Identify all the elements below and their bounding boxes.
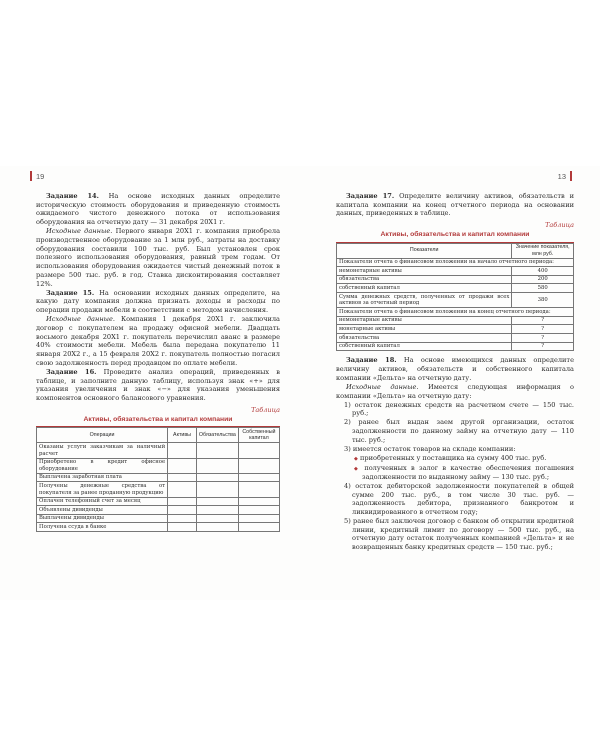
task15-data: Исходные данные. Компания 1 декабря 20X1 г. заключила договор с покупателем на продажу офисной мебели. Двадцать восьмого декабря 20X1 г. покупатель перечислил аванс в размере 40% стоимости мебели. Мебель была передана покупателю 11 января 20X2 г., а 15 февраля 20X2 г. покупатель полностью погасил свою задолженность перед продавцом по оплате мебели. — [36, 315, 280, 367]
table-row — [37, 443, 280, 458]
table-row — [337, 316, 574, 325]
table-cell-empty — [196, 506, 238, 515]
diamond-bullet-icon: ◆ — [354, 455, 358, 462]
table-cell-empty — [196, 473, 238, 482]
task16-paragraph: Задание 16. Проведите анализ операций, приведенных в таблице, и заполните данную таблицу, используя знак «+» для указания увеличения и знак «−» для указания уменьшения компонентов основного балансового уравнения. — [36, 368, 280, 403]
table-row — [337, 334, 574, 343]
sub-list-item: ◆ приобретенных у поставщика на сумму 400 тыс. руб. — [354, 453, 547, 462]
table-label: Таблица — [251, 405, 280, 414]
table-cell: обязательства — [337, 275, 512, 284]
page-marker — [570, 171, 572, 181]
table-row — [337, 342, 574, 351]
table-row — [337, 267, 574, 276]
table-row — [337, 293, 574, 308]
table-header: Значение показателя, млн руб. — [512, 243, 574, 258]
table-cell-empty — [238, 523, 279, 532]
table-cell-empty — [238, 514, 279, 523]
page-number: 13 — [557, 172, 566, 181]
table-header: Обязательства — [196, 428, 238, 443]
table-cell: Получены денежные средства от покупателя за ранее проданную продукцию — [37, 482, 168, 497]
indicators-table — [336, 243, 574, 352]
table-row — [37, 523, 280, 532]
table-value: ? — [512, 342, 574, 351]
table-cell-empty — [196, 443, 238, 458]
task14-data: Исходные данные. Первого января 20X1 г. компания приобрела производственное оборудование за 1 млн руб., затраты на доставку оборудования составили 100 тыс. руб. Был установлен срок полезного использования оборудования, равный трем годам. От использования оборудования ожидается чистый денежный поток в размере 500 тыс. руб. в год. Ставка дисконтирования составляет 12%. — [36, 227, 280, 288]
table-label: Таблица — [545, 221, 574, 230]
list-item: 3) имеется остаток товаров на складе компании: — [344, 444, 516, 453]
table-cell: Оплачен телефонный счет за месяц — [37, 497, 168, 506]
table-cell: Выплачены дивиденды — [37, 514, 168, 523]
table-title: Активы, обязательства и капитал компании — [36, 416, 280, 428]
table-row — [337, 275, 574, 284]
table-section-label: Показатели отчета о финансовом положении на конец отчетного периода: — [337, 308, 574, 317]
table-value: ? — [512, 334, 574, 343]
table-section-row — [337, 308, 574, 317]
table-cell-empty — [238, 497, 279, 506]
table-row — [37, 506, 280, 515]
task15-paragraph: Задание 15. На основании исходных данных определите, на какую дату компания должна признать доходы и расходы по операции продажи мебели в соответствии с методом начисления. — [36, 288, 280, 315]
task18-data: Исходные данные. Имеется следующая информация о компании «Дельта» на отчетную дату: — [336, 382, 575, 400]
table-cell-empty — [168, 497, 197, 506]
table-section-label: Показатели отчета о финансовом положении на начало отчетного периода: — [337, 258, 574, 267]
table-cell: немонетарные активы — [337, 267, 512, 276]
table-cell-empty — [238, 443, 279, 458]
table-cell-empty — [196, 514, 238, 523]
table-cell: Оказаны услуги заказчикам за наличный расчет — [37, 443, 168, 458]
page-number: 19 — [36, 172, 45, 181]
list-item: 4) остаток дебиторской задолженности покупателей в общей сумме 200 тыс. руб., в том числе 30 тыс. руб. — задолженность дебитора, признанного банкротом и ликвидированного в отчетном году; — [344, 481, 574, 517]
table-cell: собственный капитал — [337, 342, 512, 351]
table-cell-empty — [168, 482, 197, 497]
sub-list-item: ◆ полученных в залог в качестве обеспечения погашения задолженности по выданному займу — 130 тыс. руб.; — [354, 463, 574, 482]
table-cell-empty — [168, 458, 197, 473]
table-header-row — [37, 428, 280, 443]
table-cell: Приобретено в кредит офисное оборудование — [37, 458, 168, 473]
table-row — [37, 458, 280, 473]
table-header: Активы — [168, 428, 197, 443]
table-cell: Выплачена заработная плата — [37, 473, 168, 482]
table-value: 200 — [512, 275, 574, 284]
diamond-bullet-icon: ◆ — [354, 465, 361, 472]
table-cell-empty — [238, 458, 279, 473]
left-page — [0, 166, 300, 600]
table-cell-empty — [196, 482, 238, 497]
table-cell-empty — [238, 473, 279, 482]
table-title: Активы, обязательства и капитал компании — [336, 231, 574, 243]
table-cell: обязательства — [337, 334, 512, 343]
table-row — [37, 497, 280, 506]
list-item: 2) ранее был выдан заем другой организации, остаток задолженности по данному займу на отчетную дату — 110 тыс. руб.; — [344, 418, 574, 444]
table-row — [337, 284, 574, 293]
list-item: 5) ранее был заключен договор с банком об открытии кредитной линии, кредитный лимит по договору — 500 тыс. руб., на отчетную дату остаток полученных компанией «Дельта» и не возвращенных банку кредитных средств — 150 тыс. руб.; — [344, 517, 574, 552]
table-header: Собственный капитал — [238, 428, 279, 443]
table-cell: Сумма денежных средств, полученных от продажи всех активов за отчетный период — [337, 293, 512, 308]
table-row — [37, 514, 280, 523]
table-cell-empty — [168, 523, 197, 532]
left-page-content — [36, 192, 280, 532]
task18-paragraph: Задание 18. На основе имеющихся данных определите величину активов, обязательств и собственного капитала компании «Дельта» на отчетную дату. — [336, 356, 574, 382]
table-value: 380 — [512, 293, 574, 308]
table-header: Операции — [37, 428, 168, 443]
table-cell-empty — [168, 506, 197, 515]
table-cell: Объявлены дивиденды — [37, 506, 168, 515]
table-cell-empty — [168, 514, 197, 523]
table-cell: монетарные активы — [337, 325, 512, 334]
table-cell-empty — [238, 482, 279, 497]
operations-table — [36, 427, 280, 532]
table-value: ? — [512, 325, 574, 334]
table-cell: Получена ссуда в банке — [37, 523, 168, 532]
page-marker — [30, 171, 32, 181]
right-page-content — [336, 192, 574, 552]
right-page — [300, 166, 600, 600]
table-cell: немонетарные активы — [337, 316, 512, 325]
table-row — [37, 473, 280, 482]
table-value: 580 — [512, 284, 574, 293]
table-cell-empty — [196, 458, 238, 473]
table-row — [337, 325, 574, 334]
table-cell-empty — [168, 473, 197, 482]
table-cell-empty — [196, 523, 238, 532]
task14-paragraph: Задание 14. На основе исходных данных определите историческую стоимость оборудования и приведенную стоимость ожидаемого чистого денежного потока от использования оборудования на отчетную дату — 31 декабря 20X1 г. — [36, 192, 280, 227]
table-cell-empty — [168, 443, 197, 458]
list-item: 1) остаток денежных средств на расчетном счете — 150 тыс. руб.; — [344, 400, 574, 418]
table-cell-empty — [196, 497, 238, 506]
table-cell: собственный капитал — [337, 284, 512, 293]
table-value: ? — [512, 316, 574, 325]
table-cell-empty — [238, 506, 279, 515]
task17-paragraph: Задание 17. Определите величину активов, обязательств и капитала компании на конец отчетного периода на основании данных, приведенных в таблице. — [336, 192, 575, 218]
table-row — [37, 482, 280, 497]
table-header: Показатели — [337, 243, 512, 258]
table-section-row — [337, 258, 574, 267]
table-value: 400 — [512, 267, 574, 276]
table-header-row — [337, 243, 574, 258]
